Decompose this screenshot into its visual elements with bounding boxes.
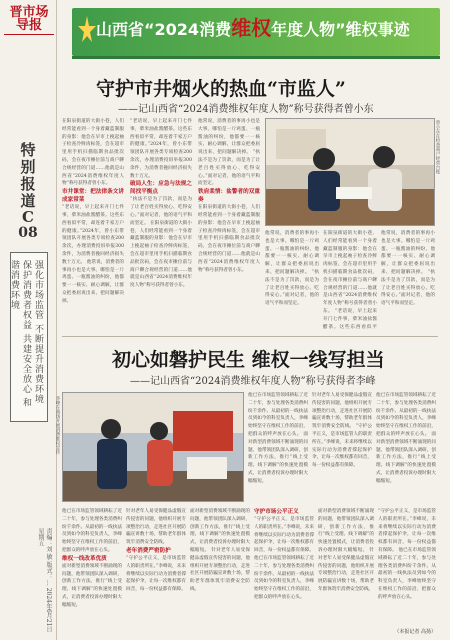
article1-subtitle: ——记山西省“2024消费维权年度人物”称号获得者曾小东	[118, 104, 374, 115]
article2-subhead-1: 维权一线改革优质	[62, 555, 107, 562]
article2-para-1d: 他已在市场监管领域耕耘了近二十年，参与处理各类消费纠纷千余件。从最初的一线执法员到如今的科室负责人，李峰始终坚守在维权工作的前沿，把群众的呼声放在心头。	[378, 547, 436, 600]
banner-post: 年度人物”维权事迹	[271, 20, 410, 39]
article1-para-3: 他常说，消费者的事再小也是大事。哪怕是一斤鸡蛋、一瓶酱油的纠纷，他都要一一核实、耐心调解，让群众把委屈说出来、把问题解决掉。	[62, 259, 124, 304]
page-number: 08	[18, 225, 38, 241]
article1-para-2b: “老话说，早上起来开门七件事，柴米油盐酱醋茶。这些东西看似平常，却连着千家万户的健康。”2024年，曾小东带领团队开展各类专项检查200余次，办理消费投诉举报300余件，为消费者挽回经济损失数十万元。	[130, 119, 192, 179]
banner-pre: 山西省	[96, 20, 145, 39]
article1-para-4b: “执法不是为了罚款，而是为了让老百姓买得放心、吃得安心。”面对记者，他的语气平和而坚定。	[198, 150, 260, 187]
article2-para-1: 他已在市场监管领域耕耘了近二十年，参与处理各类消费纠纷千余件。从最初的一线执法员到如今的科室负责人，李峰始终坚守在维权工作的前沿，把群众的呼声放在心头。	[62, 509, 122, 553]
article2-photo-image	[63, 393, 243, 501]
section-name: 特别报道	[20, 141, 36, 210]
article2-column-b	[312, 392, 372, 502]
article1-subhead-2: 铁肩柔情：盐警者的双重奏	[198, 189, 260, 204]
banner-quote: “2024消费	[144, 20, 232, 39]
article1-photo	[265, 118, 435, 226]
article2-column-1	[62, 508, 122, 636]
article2-photo-caption: 李峰在商场开展消费维权宣传	[55, 396, 60, 455]
article1-photo-caption: 曾小东在检查商户经营台账	[435, 120, 440, 174]
article2-para-2d: 面对新型消费领域不断涌现的问题，他带领团队深入调研，创新工作方法，推行“线上受理、线下调解”的快速处置模式，让消费者投诉办理时限大幅缩短。	[318, 509, 374, 553]
article2-column-3	[190, 508, 250, 636]
slogan-text: 强化市场监管 不断提升消费环境 保护消费者权益 共建安全放心 和谐消费环境	[9, 260, 43, 408]
article1-para-4d: “执法不是为了罚款，而是为了让老百姓买得放心、吃得安心。”面对记者，他的语气平和而坚定。	[381, 269, 435, 307]
article2-column-6	[378, 508, 436, 628]
article2-para-4c: “守护公平正义，是市场监管人的职责所在。”李峰说，未来将继续以实际行动为消费者撑起保护伞，让每一次维权都有回音，每一份权益都有保障。	[254, 517, 314, 554]
masthead-logo: 晋市场导报	[9, 5, 49, 33]
article2-subtitle: ——记山西省“2024消费维权年度人物”称号获得者李峰	[130, 376, 376, 387]
section-divider	[62, 336, 438, 337]
article2-para-4d: “守护公平正义，是市场监管人的职责所在。”李峰说，未来将继续以实际行动为消费者撑起保护伞，让每一次维权都有回音，每一份权益都有保障。	[378, 509, 436, 553]
article2-para-3a: 针对老年人易受保健品虚假宣传侵害的问题，他组织开展专项整治行动，走进社区开展防骗宣讲数十场，帮助老年群体筑牢消费安全防线。	[312, 393, 372, 430]
article1-photo-image	[266, 119, 434, 225]
article2-column-a	[248, 392, 308, 502]
article2-para-3: 针对老年人易受保健品虚假宣传侵害的问题，他组织开展专项整治行动，走进社区开展防骗宣讲数十场，帮助老年群体筑牢消费安全防线。	[126, 509, 186, 546]
article1-para-4c: “执法不是为了罚款，而是为了让老百姓买得放心、吃得安心。”面对记者，他的语气平和而坚定。	[265, 269, 319, 307]
section-letter: C	[22, 208, 34, 226]
banner-stripe	[72, 56, 440, 59]
article2-para-4a: “守护公平正义，是市场监管人的职责所在。”李峰说，未来将继续以实际行动为消费者撑起保护伞，让每一次维权都有回音，每一份权益都有保障。	[312, 424, 372, 469]
article2-column-4	[254, 508, 314, 636]
article2-para-3d: 针对老年人易受保健品虚假宣传侵害的问题，他组织开展专项整治行动，走进社区开展防骗宣讲数十场，帮助老年群体筑牢消费安全防线。	[318, 547, 374, 592]
article2-para-4: “守护公平正义，是市场监管人的职责所在。”李峰说，未来将继续以实际行动为消费者撑起保护伞，让每一次维权都有回音，每一份权益都有保障。	[126, 555, 186, 593]
article1-para-4: “执法不是为了罚款，而是为了让老百姓买得放心、吃得安心。”面对记者，他的语气平和而坚定。	[130, 197, 192, 226]
article1-column-3	[198, 118, 260, 328]
article1-para-3b: 他常说，消费者的事再小也是大事。哪怕是一斤鸡蛋、一瓶酱油的纠纷，他都要一一核实、耐心调解，让群众把委屈说出来、把问题解决掉。	[198, 119, 260, 156]
article1-subhead-1: 市井课堂：把法律条文讲成家常菜	[62, 189, 124, 204]
article1-column-5	[323, 230, 377, 330]
article2-para-2b: 面对新型消费领域不断涌现的问题，他带领团队深入调研，创新工作方法，推行“线上受理、线下调解”的快速处置模式，让消费者投诉办理时限大幅缩短。	[376, 431, 436, 484]
banner-title	[96, 14, 436, 44]
article2-column-2	[126, 508, 186, 636]
article1-para-1b: 在阳泉街道的大街小巷，人们经常能看到一个身着藏蓝制服的身影：他会在早市上挽起袖子检查冷鲜肉标签，会在超市里用手机扫描临期食品批次码，会在夜市摊位前与商户聊合规经营的门道……他就是山西省“2024消费维权年度人物”称号获得者曾小东。	[130, 220, 192, 289]
article1-column-1	[62, 118, 124, 328]
article1-para-3c: 他常说，消费者的事再小也是大事。哪怕是一斤鸡蛋、一瓶酱油的纠纷，他都要一一核实、耐心调解，让群众把委屈说出来、把问题解决掉。	[265, 231, 319, 275]
article1-column-6	[381, 230, 435, 330]
footer-info: 责编：刘 敏 版式：… 2024年6月21日 星期五	[37, 528, 52, 633]
star-icon	[78, 14, 96, 48]
article1-headline: 守护市井烟火的热血“市监人”	[96, 78, 346, 100]
article2-photo	[62, 392, 244, 502]
article1-para-1: 在阳泉街道的大街小巷，人们经常能看到一个身着藏蓝制服的身影：他会在早市上挽起袖子检查冷鲜肉标签，会在超市里用手机扫描临期食品批次码，会在夜市摊位前与商户聊合规经营的门道……他就是山西省“2024消费维权年度人物”称号获得者曾小东。	[62, 119, 124, 187]
article2-para-2: 面对新型消费领域不断涌现的问题，他带领团队深入调研，创新工作方法，推行“线上受理、线下调解”的快速处置模式，让消费者投诉办理时限大幅缩短。	[62, 563, 122, 608]
article2-headline: 初心如磐护民生 维权一线写担当	[112, 349, 385, 371]
article1-column-2	[130, 118, 192, 328]
article1-para-2d: “老话说，早上起来开门七件事，柴米油盐酱醋茶。这些东西看似平	[323, 308, 377, 330]
article1-subhead-3: 破局人生：应急与法规之间找平衡点	[130, 181, 192, 196]
banner-highlight: 维权	[231, 16, 272, 40]
article2-para-2c: 面对新型消费领域不断涌现的问题，他带领团队深入调研，创新工作方法，推行“线上受理、线下调解”的快速处置模式，让消费者投诉办理时限大幅缩短。	[190, 509, 250, 553]
article2-subhead-2: 老年消费严密防护	[126, 547, 171, 554]
article1-para-3d: 他常说，消费者的事再小也是大事。哪怕是一斤鸡蛋、一瓶酱油的纠纷，他都要一一核实、耐心调解，让群众把委屈说出来、把问题解决掉。	[381, 231, 435, 275]
article1-para-1c: 在阳泉街道的大街小巷，人们经常能看到一个身着藏蓝制服的身影：他会在早市上挽起袖子检查冷鲜肉标签，会在超市里用手机扫描临期食品批次码，会在夜市摊位前与商户聊合规经营的门道……他就是山西省“2024消费维权年度人物”称号获得者曾小东。	[198, 205, 260, 273]
masthead-rule	[4, 34, 54, 41]
article1-column-4	[265, 230, 319, 330]
article1-para-2: “老话说，早上起来开门七件事，柴米油盐酱醋茶。这些东西看似平常，却连着千家万户的健康。”2024年，曾小东带领团队开展各类专项检查200余次，办理消费投诉举报300余件，为消费者挽回经济损失数十万元。	[62, 205, 124, 265]
article1-para-1d: 在阳泉街道的大街小巷，人们经常能看到一个身着藏蓝制服的身影：他会在早市上挽起袖子检查冷鲜肉标签，会在超市里用手机扫描临期食品批次码，会在夜市摊位前与商户聊合规经营的门道……他就是山西省“2024消费维权年度人物”称号获得者曾小东。	[323, 231, 377, 314]
article2-para-1c: 他已在市场监管领域耕耘了近二十年，参与处理各类消费纠纷千余件。从最初的一线执法员到如今的科室负责人，李峰始终坚守在维权工作的前沿，把群众的呼声放在心头。	[254, 555, 314, 600]
article2-column-5	[318, 508, 374, 636]
article2-para-3c: 针对老年人易受保健品虚假宣传侵害的问题，他组织开展专项整治行动，走进社区开展防骗宣讲数十场，帮助老年群体筑牢消费安全防线。	[190, 547, 250, 592]
article2-column-c	[376, 392, 436, 502]
article2-subhead-3: 守护市场公平正义	[254, 509, 299, 515]
article2-para-1a: 他已在市场监管领域耕耘了近二十年，参与处理各类消费纠纷千余件。从最初的一线执法员到如今的科室负责人，李峰始终坚守在维权工作的前沿，把群众的呼声放在心头。	[248, 393, 308, 437]
article2-para-2a: 面对新型消费领域不断涌现的问题，他带领团队深入调研，创新工作方法，推行“线上受理、线下调解”的快速处置模式，让消费者投诉办理时限大幅缩短。	[248, 431, 308, 484]
article2-credit: （本报记者 高扬）	[394, 629, 436, 635]
article2-para-1b: 他已在市场监管领域耕耘了近二十年，参与处理各类消费纠纷千余件。从最初的一线执法员到如今的科室负责人，李峰始终坚守在维权工作的前沿，把群众的呼声放在心头。	[376, 393, 436, 437]
